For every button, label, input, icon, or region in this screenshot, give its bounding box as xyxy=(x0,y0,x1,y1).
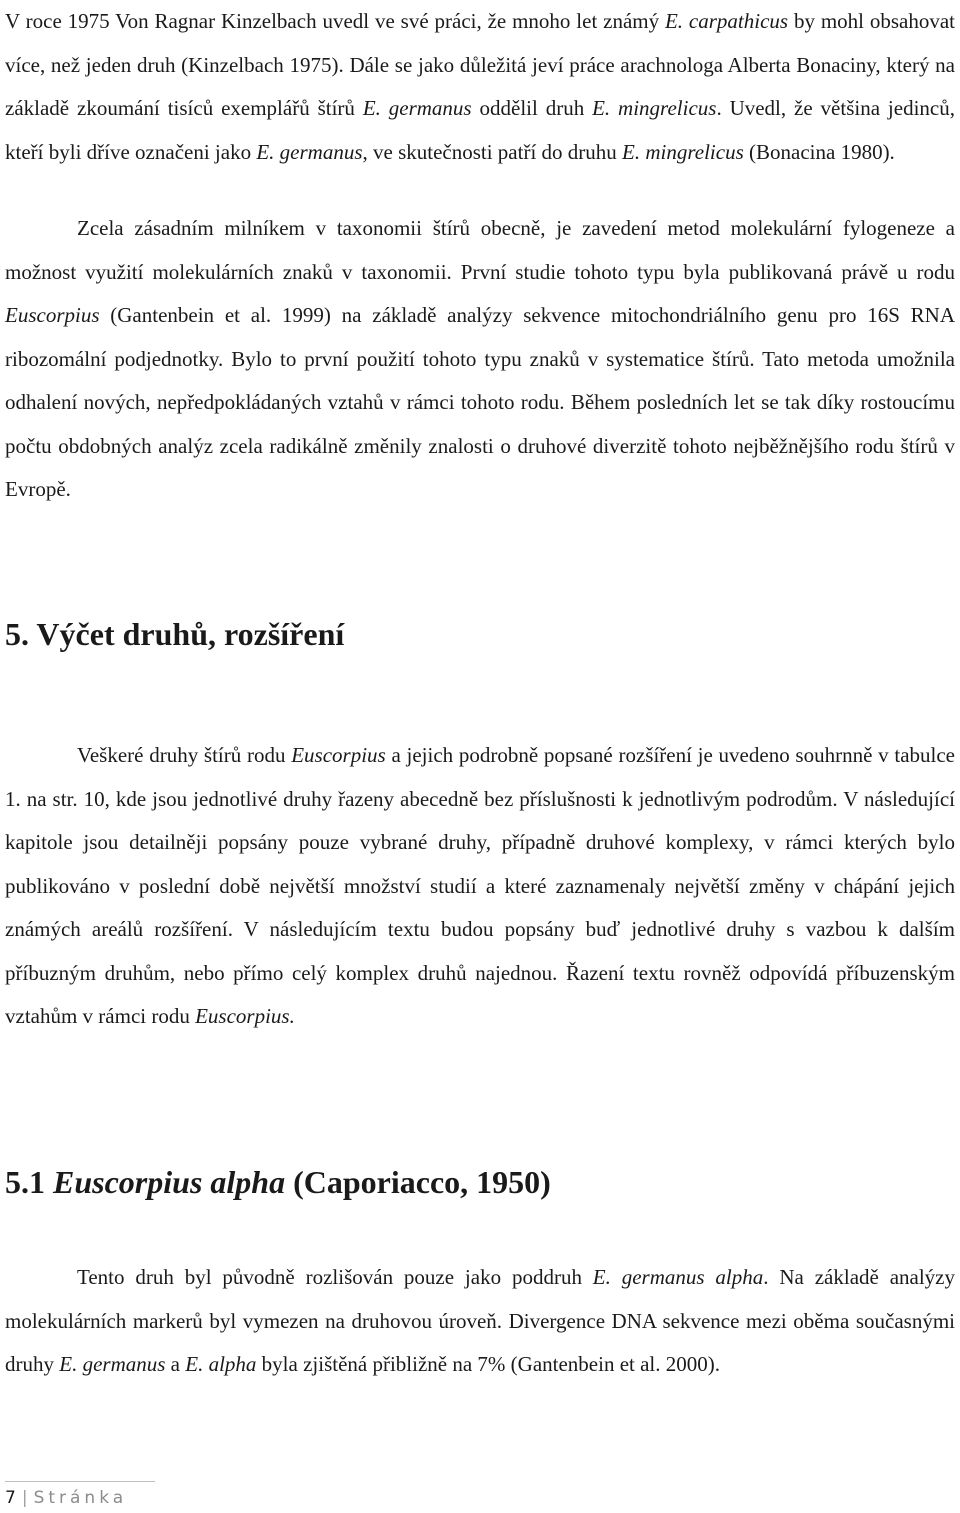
paragraph-kinzelbach xyxy=(5,0,955,174)
text-run: Tento druh byl původně rozlišován pouze jako poddruh xyxy=(77,1265,593,1289)
paragraph-euscorpius-alpha xyxy=(5,1256,955,1387)
text-run: by mohl obsahovat více, než jeden druh (Kinzelbach 1975). Dále se jako důležitá jeví práce arachnologa Alberta Bonaciny, který na základě zkoumání tisíců exemplářů štírů xyxy=(5,9,956,120)
italic-run: E. carpathicus xyxy=(664,9,789,33)
italic-run: Euscorpius xyxy=(291,743,386,767)
section-heading-5-1 xyxy=(5,1162,551,1202)
text-run: a jejich podrobně popsané rozšíření je uvedeno souhrnně v tabulce 1. na str. 10, kde jsou jednotlivé druhy řazeny abecedně bez příslušnosti k jednotlivým podrodům. V následující kapitole jsou detailněji popsány pouze vybrané druhy, případně druhové komplexy, v rámci kterých bylo publikováno v poslední době největší množství studií a které zaznamenaly největší změny v chápání jejich známých areálů rozšíření. V následujícím textu budou popsány buď jednotlivé druhy s vazbou k dalším příbuzným druhům, nebo přímo celý komplex druhů najednou. Řazení textu rovněž odpovídá příbuzenským vztahům v rámci rodu xyxy=(5,743,955,1028)
text-run: . Na základě analýzy molekulárních markerů byl vymezen na druhovou úroveň. Divergence DNA sekvence mezi oběma současnými druhy xyxy=(5,1265,955,1376)
italic-run: E. mingrelicus xyxy=(592,96,717,120)
footer-label: Stránka xyxy=(33,1488,128,1508)
text-run: . Uvedl, že většina jedinců, kteří byli dříve označeni jako xyxy=(5,96,955,164)
footer-rule xyxy=(5,1481,155,1482)
paragraph-species-overview xyxy=(5,734,955,1039)
paragraph-molecular-phylogeny xyxy=(5,207,955,512)
text-run: Zcela zásadním milníkem v taxonomii štírů obecně, je zavedení metod molekulární fylogeneze a možnost využití molekulárních znaků v taxonomii. První studie tohoto typu byla publikovaná právě u rodu xyxy=(5,216,955,284)
text-run: , ve skutečnosti patří do druhu xyxy=(362,139,623,164)
text-run: V roce 1975 Von Ragnar Kinzelbach uvedl ve své práci, že mnoho let známý xyxy=(5,9,665,33)
italic-run: E. germanus alpha xyxy=(592,1265,764,1289)
text-run: 5.1 xyxy=(5,1164,53,1200)
text-run: oddělil druh xyxy=(471,96,593,120)
text-run: (Caporiacco, 1950) xyxy=(285,1164,551,1200)
italic-run: Euscorpius xyxy=(5,303,100,327)
italic-run: E. alpha xyxy=(185,1352,257,1376)
text-run: byla zjištěná přibližně na 7% (Gantenbein et al. 2000). xyxy=(256,1352,721,1376)
italic-run: Euscorpius. xyxy=(195,1004,295,1028)
page-footer xyxy=(5,1487,127,1509)
italic-run: E. germanus xyxy=(256,139,363,164)
text-run: a xyxy=(165,1352,186,1376)
text-run: (Bonacina 1980). xyxy=(743,139,895,164)
footer-separator: | xyxy=(21,1488,28,1508)
italic-run: E. germanus xyxy=(362,96,472,120)
text-run: Veškeré druhy štírů rodu xyxy=(77,743,292,767)
text-run: (Gantenbein et al. 1999) na základě analýzy sekvence mitochondriálního genu pro 16S RNA ribozomální podjednotky. Bylo to první použití tohoto typu znaků v systematice štírů. Tato metoda umožnila odhalení nových, nepředpokládaných vztahů v rámci tohoto rodu. Během posledních let se tak díky rostoucímu počtu obdobných analýz zcela radikálně změnily znalosti o druhové diverzitě tohoto nejběžnějšího rodu štírů v Evropě. xyxy=(5,303,955,501)
page-number: 7 xyxy=(5,1488,16,1508)
section-heading-5: 5. Výčet druhů, rozšíření xyxy=(5,616,345,652)
italic-run: E. mingrelicus xyxy=(622,139,744,164)
italic-run: E. germanus xyxy=(59,1352,166,1376)
italic-run: Euscorpius alpha xyxy=(53,1164,286,1200)
